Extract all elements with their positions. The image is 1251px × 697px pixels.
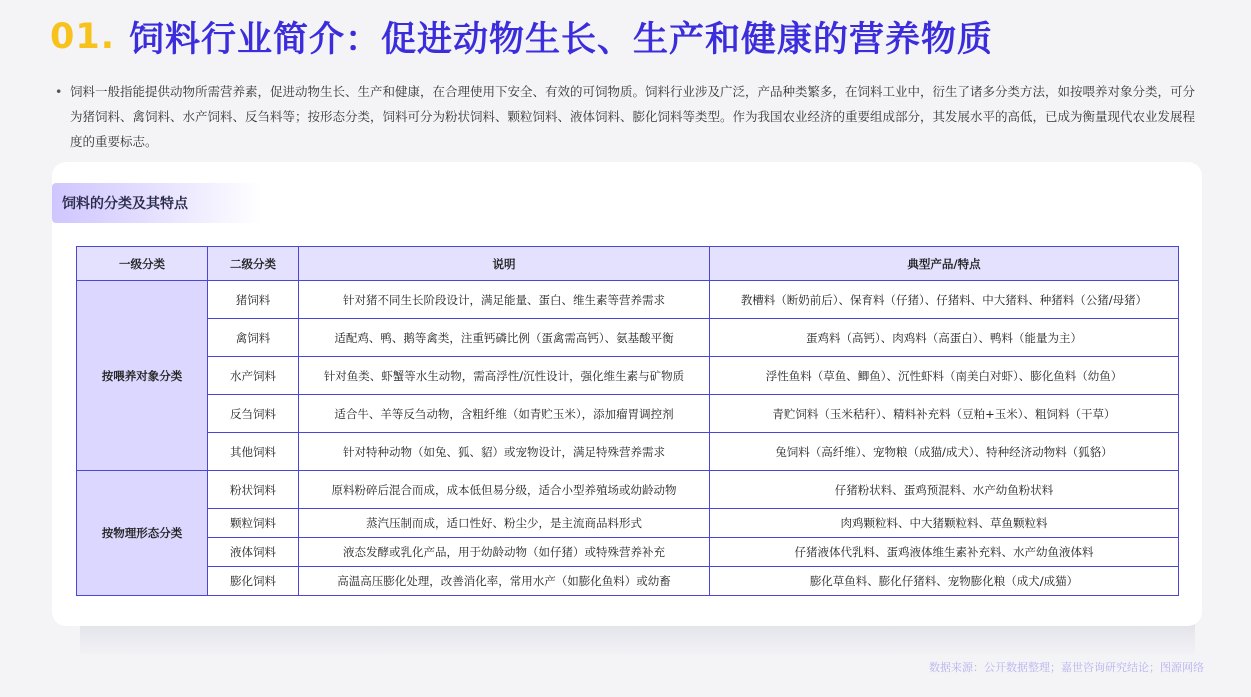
- subcategory-cell: 其他饲料: [208, 433, 299, 471]
- group-cell-feeding-target: 按喂养对象分类: [77, 281, 208, 471]
- products-cell: 肉鸡颗粒料、中大猪颗粒料、草鱼颗粒料: [710, 509, 1179, 538]
- products-cell: 蛋鸡料（高钙）、肉鸡料（高蛋白）、鸭料（能量为主）: [710, 319, 1179, 357]
- table-row: [77, 471, 1179, 509]
- intro-paragraph: [55, 79, 1205, 154]
- header-level2: 二级分类: [208, 247, 299, 281]
- description-cell: 液态发酵或乳化产品，用于幼龄动物（如仔猪）或特殊营养补充: [299, 538, 710, 567]
- subcategory-cell: 猪饲料: [208, 281, 299, 319]
- table-row: [77, 281, 1179, 319]
- bullet-icon: •: [55, 84, 63, 99]
- description-cell: 适合牛、羊等反刍动物，含粗纤维（如青贮玉米），添加瘤胃调控剂: [299, 395, 710, 433]
- data-source-note: 数据来源：公开数据整理；嘉世咨询研究结论；图源网络: [929, 661, 1204, 674]
- products-cell: 仔猪液体代乳料、蛋鸡液体维生素补充料、水产幼鱼液体料: [710, 538, 1179, 567]
- description-cell: 针对鱼类、虾蟹等水生动物，需高浮性/沉性设计，强化维生素与矿物质: [299, 357, 710, 395]
- table-row: [77, 567, 1179, 596]
- header-level1: 一级分类: [77, 247, 208, 281]
- products-cell: 兔饲料（高纤维）、宠物粮（成猫/成犬）、特种经济动物料（狐貉）: [710, 433, 1179, 471]
- subcategory-cell: 禽饲料: [208, 319, 299, 357]
- section-number: 01.: [50, 17, 116, 57]
- products-cell: 教槽料（断奶前后）、保育料（仔猪）、仔猪料、中大猪料、种猪料（公猪/母猪）: [710, 281, 1179, 319]
- group-cell-physical-form: 按物理形态分类: [77, 471, 208, 596]
- page-title: [50, 12, 993, 62]
- subcategory-cell: 液体饲料: [208, 538, 299, 567]
- subcategory-cell: 反刍饲料: [208, 395, 299, 433]
- subcategory-cell: 粉状饲料: [208, 471, 299, 509]
- subcategory-cell: 水产饲料: [208, 357, 299, 395]
- title-text: 饲料行业简介：促进动物生长、生产和健康的营养物质: [129, 20, 994, 60]
- classification-card: [52, 162, 1202, 626]
- description-cell: 适配鸡、鸭、鹅等禽类，注重钙磷比例（蛋禽需高钙）、氨基酸平衡: [299, 319, 710, 357]
- description-cell: 原料粉碎后混合而成，成本低但易分级，适合小型养殖场或幼龄动物: [299, 471, 710, 509]
- description-cell: 针对猪不同生长阶段设计，满足能量、蛋白、维生素等营养需求: [299, 281, 710, 319]
- products-cell: 仔猪粉状料、蛋鸡预混料、水产幼鱼粉状料: [710, 471, 1179, 509]
- table-row: [77, 319, 1179, 357]
- table-row: [77, 509, 1179, 538]
- table-row: [77, 357, 1179, 395]
- header-products: 典型产品/特点: [710, 247, 1179, 281]
- description-cell: 蒸汽压制而成，适口性好、粉尘少，是主流商品料形式: [299, 509, 710, 538]
- table-row: [77, 538, 1179, 567]
- description-cell: 高温高压膨化处理，改善消化率，常用水产（如膨化鱼料）或幼畜: [299, 567, 710, 596]
- subcategory-cell: 颗粒饲料: [208, 509, 299, 538]
- products-cell: 膨化草鱼料、膨化仔猪料、宠物膨化粮（成犬/成猫）: [710, 567, 1179, 596]
- products-cell: 青贮饲料（玉米秸秆）、精料补充料（豆粕+玉米）、粗饲料（干草）: [710, 395, 1179, 433]
- table-header-row: [77, 247, 1179, 281]
- intro-text: 饲料一般指能提供动物所需营养素，促进动物生长、生产和健康，在合理使用下安全、有效的可饲物质。饲料行业涉及广泛，产品种类繁多，在饲料工业中，衍生了诸多分类方法，如按喂养对象分类，可分为猪饲料、禽饲料、水产饲料、反刍料等；按形态分类，饲料可分为粉状饲料、颗粒饲料、液体饲料、膨化饲料等类型。作为我国农业经济的重要组成部分，其发展水平的高低，已成为衡量现代农业发展程度的重要标志。: [70, 84, 1196, 149]
- card-heading: 饲料的分类及其特点: [52, 183, 262, 223]
- products-cell: 浮性鱼料（草鱼、鲫鱼）、沉性虾料（南美白对虾）、膨化鱼料（幼鱼）: [710, 357, 1179, 395]
- table-row: [77, 395, 1179, 433]
- header-description: 说明: [299, 247, 710, 281]
- subcategory-cell: 膨化饲料: [208, 567, 299, 596]
- classification-table: [76, 246, 1179, 596]
- description-cell: 针对特种动物（如兔、狐、貂）或宠物设计，满足特殊营养需求: [299, 433, 710, 471]
- table-row: [77, 433, 1179, 471]
